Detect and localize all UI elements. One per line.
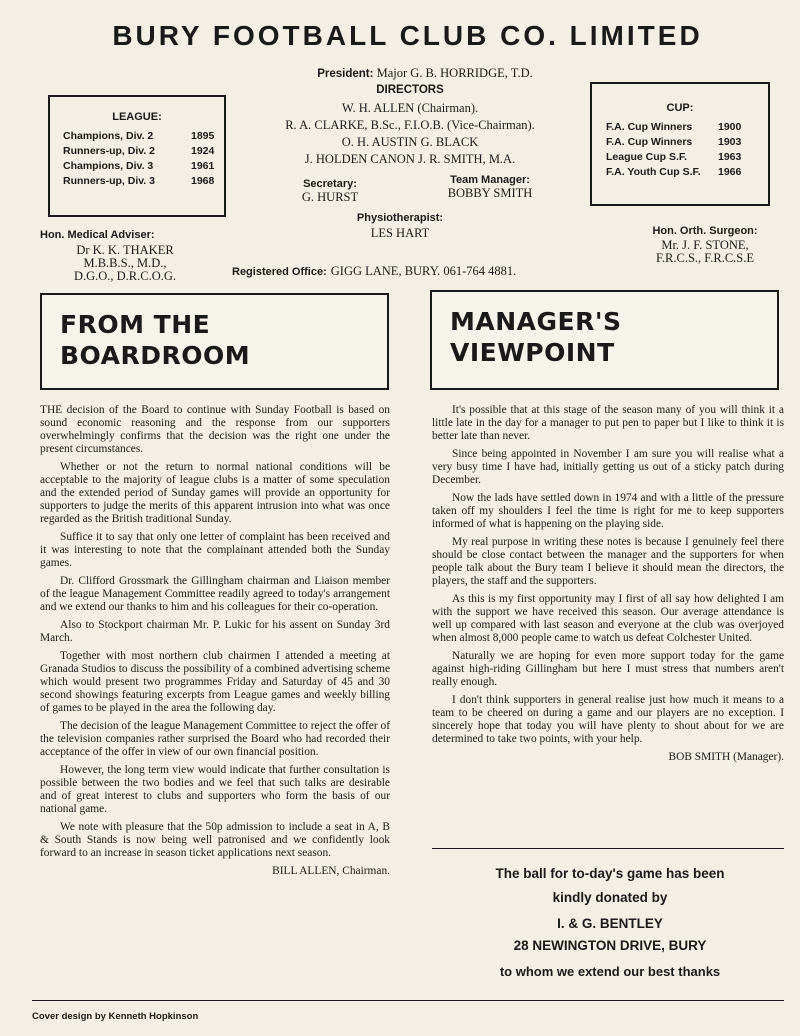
league-honours-box (48, 95, 226, 217)
registered-office-label: Registered Office: (232, 266, 327, 278)
manager-heading-line: MANAGER'S (450, 307, 622, 336)
orth-surgeon-label: Hon. Orth. Surgeon: (652, 225, 758, 237)
boardroom-paragraph: Together with most northern club chairmen I attended a meeting at Granada Studios to discuss the possibility of a combined advertising scheme which would present two programmes Friday and Saturday of 45 and 30 second showings featuring excerpts from League games and weekly billing of games to be played in the area the following day. (40, 650, 390, 714)
boardroom-heading-line: FROM THE (60, 310, 211, 339)
ball-notice-line: 28 NEWINGTON DRIVE, BURY (513, 938, 707, 953)
manager-paragraph: I don't think supporters in general realise just how much it means to a team to be cheered on during a game and our players are no exception. I sincerely hope that today you will have plenty to shout about for we are determined to take two points, with your help. (432, 694, 784, 745)
directors-heading: DIRECTORS (376, 84, 444, 96)
director-line: W. H. ALLEN (Chairman). (341, 101, 479, 115)
president-line (270, 66, 580, 81)
ball-notice-line: I. & G. BENTLEY (557, 916, 663, 931)
league-honour-row: Runners-up, Div. 3 1968 (63, 175, 215, 187)
league-honour-row: Runners-up, Div. 2 1924 (63, 145, 215, 157)
team-manager-block (420, 174, 560, 201)
president-label: President: (317, 68, 374, 80)
physio-label: Physiotherapist: (356, 212, 444, 224)
league-box-title: LEAGUE: (112, 111, 162, 123)
medical-adviser-line: M.B.B.S., M.D., (83, 256, 167, 270)
manager-paragraph: Naturally we are hoping for even more support today for the game against high-riding Gillingham but here I must stress that numbers aren't really enough. (432, 650, 784, 688)
physio-name: LES HART (370, 226, 430, 240)
team-manager-label: Team Manager: (450, 174, 530, 186)
medical-adviser-label: Hon. Medical Adviser: (40, 229, 155, 241)
ball-notice-line: to whom we extend our best thanks (499, 964, 721, 979)
cup-honour-row: F.A. Cup Winners 1903 (606, 136, 742, 148)
manager-paragraph: Since being appointed in November I am sure you will realise what a very busy time I have had, initially getting us out of a sticky patch during December. (432, 448, 784, 486)
cup-honour-row: League Cup S.F. 1963 (606, 151, 742, 163)
boardroom-paragraph: Whether or not the return to normal national conditions will be acceptable to the majority of league clubs is a matter of some speculation and the extended period of Sunday games will provide an opportunity for supporters to judge the merits of this apparent intrusion into what was once regarded as the British traditional Sunday. (40, 461, 390, 525)
divider-rule (432, 848, 784, 849)
manager-heading-box (430, 290, 779, 390)
orth-surgeon-line: Mr. J. F. STONE, (661, 238, 749, 252)
director-line: R. A. CLARKE, B.Sc., F.I.O.B. (Vice-Chairman). (285, 118, 535, 132)
footer-rule (32, 1000, 784, 1001)
registered-office-value: GIGG LANE, BURY. 061-764 4881. (330, 264, 517, 278)
manager-paragraph: Now the lads have settled down in 1974 and with a little of the pressure taken off my shoulders I feel the time is right for me to keep supporters informed of what is happening on the playing side. (432, 492, 784, 530)
boardroom-article (40, 404, 390, 878)
medical-adviser-line: Dr K. K. THAKER (76, 243, 174, 257)
physio-block (330, 212, 470, 241)
league-honour-row: Champions, Div. 3 1961 (63, 160, 215, 172)
manager-paragraph: My real purpose in writing these notes is because I genuinely feel there should be close contact between the manager and the supporters for when people talk about the Bury team I believe it should mean the directors, the players, the staff and the supporters. (432, 536, 784, 587)
boardroom-paragraph: Suffice it to say that only one letter of complaint has been received and it was interesting to note that the complainant attended both the Sunday games. (40, 531, 390, 569)
registered-office (232, 262, 612, 280)
cover-credit: Cover design by Kenneth Hopkinson (32, 1011, 199, 1022)
boardroom-paragraph: Dr. Clifford Grossmark the Gillingham chairman and Liaison member of the league Management Committee readily agreed to today's arrangement and we extend our thanks to him and his colleagues for their co-operation. (40, 575, 390, 613)
manager-paragraph: As this is my first opportunity may I first of all say how delighted I am with the support we have received this season. Our average attendance is well up compared with last season and everyone at the club was overjoyed when almost 8,000 people came to watch us defeat Colchester United. (432, 593, 784, 644)
director-line: J. HOLDEN CANON J. R. SMITH, M.A. (304, 152, 516, 166)
boardroom-heading-line: BOARDROOM (60, 341, 251, 370)
medical-adviser-block (40, 229, 230, 283)
manager-article (432, 404, 784, 764)
president-name: Major G. B. HORRIDGE, T.D. (376, 66, 533, 80)
boardroom-paragraph: The decision of the league Management Committee to reject the offer of the television companies rather surprised the Board who had recorded their acceptance of the offer in view of our own financial position. (40, 720, 390, 758)
cup-honours-box (590, 82, 770, 206)
boardroom-paragraph: Also to Stockport chairman Mr. P. Lukic for his assent on Sunday 3rd March. (40, 619, 390, 644)
boardroom-paragraph: We note with pleasure that the 50p admission to include a seat in A, B & South Stands is now being well patronised and we confidently look forward to an increase in season ticket applications next season. (40, 821, 390, 859)
secretary-name: G. HURST (301, 190, 359, 204)
ball-notice-line: The ball for to-day's game has been (495, 866, 725, 881)
league-honour-row: Champions, Div. 2 1895 (63, 130, 215, 142)
cup-honour-row: F.A. Youth Cup S.F. 1966 (606, 166, 742, 178)
medical-adviser-line: D.G.O., D.R.C.O.G. (73, 269, 177, 283)
orth-surgeon-block (630, 225, 780, 265)
boardroom-signature: BILL ALLEN, Chairman. (272, 865, 390, 877)
orth-surgeon-line: F.R.C.S., F.R.C.S.E (655, 251, 755, 265)
team-manager-name: BOBBY SMITH (447, 186, 533, 200)
ball-notice-line: kindly donated by (552, 890, 668, 905)
manager-signature: BOB SMITH (Manager). (668, 751, 784, 763)
director-line: O. H. AUSTIN G. BLACK (341, 135, 479, 149)
cup-box-title: CUP: (666, 102, 694, 114)
boardroom-paragraph: THE decision of the Board to continue with Sunday Football is based on sound economic reasoning and the response from our supporters overwhelmingly confirms that the decision was the right one under the present circumstances. (40, 404, 390, 455)
cup-honour-row: F.A. Cup Winners 1900 (606, 121, 742, 133)
manager-paragraph: It's possible that at this stage of the season many of you will think it a little late in the day for a manager to put pen to paper but I like to think it is better late than never. (432, 404, 784, 442)
secretary-block (270, 178, 390, 205)
boardroom-heading-box (40, 293, 389, 390)
secretary-label: Secretary: (303, 178, 357, 190)
club-title: BURY FOOTBALL CLUB CO. LIMITED (112, 20, 703, 51)
manager-heading-line: VIEWPOINT (450, 338, 615, 367)
boardroom-paragraph: However, the long term view would indicate that further consultation is possible between the two bodies and we feel that such talks are desirable and of great interest to clubs and supporters who form the basis of our national game. (40, 764, 390, 815)
